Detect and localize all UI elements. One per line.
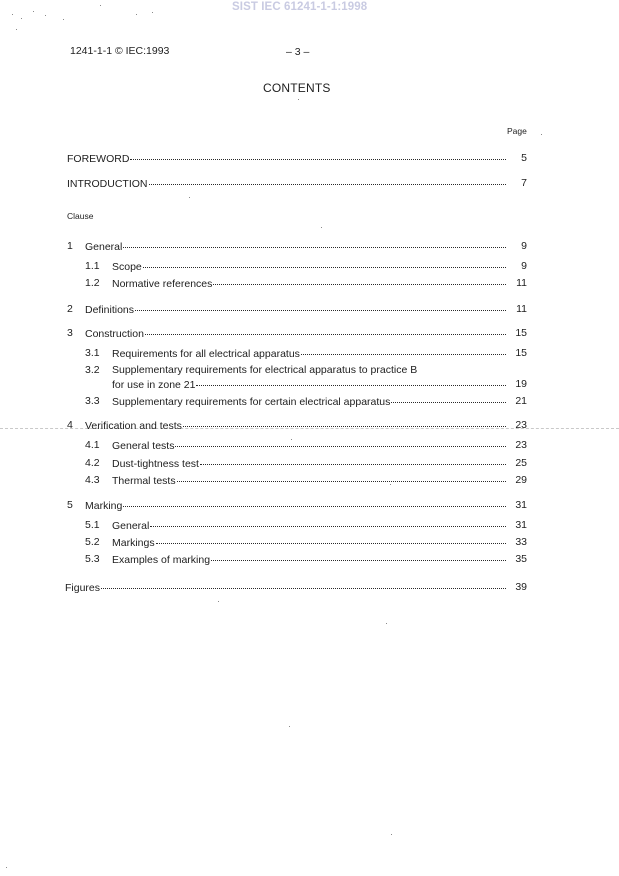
page-title: CONTENTS — [263, 81, 331, 95]
toc-entry-page: 11 — [516, 303, 527, 315]
toc-entry-number: 2 — [67, 303, 73, 315]
scan-speck — [6, 867, 7, 868]
toc-entry-number: 4.1 — [85, 439, 100, 451]
toc-entry-page: 9 — [521, 260, 527, 272]
dot-leader — [156, 534, 506, 544]
dot-leader — [123, 238, 506, 248]
scan-speck — [136, 14, 137, 15]
toc-entry-page: 11 — [516, 277, 527, 289]
toc-entry-text: Construction — [85, 328, 144, 340]
toc-entry-text: Thermal tests — [112, 475, 176, 487]
page-column-label: Page — [507, 126, 527, 136]
toc-entry-page: 29 — [515, 474, 527, 486]
header-document-id: 1241-1-1 © IEC:1993 — [70, 45, 170, 57]
dot-leader — [177, 472, 506, 482]
scan-speck — [386, 623, 387, 624]
dot-leader — [123, 497, 506, 507]
toc-entry-number: 5.2 — [85, 536, 100, 548]
toc-entry-text: FOREWORD — [67, 153, 130, 165]
scan-speck — [291, 439, 292, 440]
scan-speck — [218, 601, 219, 602]
toc-entry-text: Scope — [112, 261, 142, 273]
toc-entry-number: 1.2 — [85, 277, 100, 289]
dot-leader — [101, 579, 506, 589]
toc-entry-number: 3.3 — [85, 395, 100, 407]
scan-speck — [289, 726, 290, 727]
toc-entry-page: 15 — [515, 327, 527, 339]
toc-entry-number: 1.1 — [85, 260, 100, 272]
toc-entry-page: 7 — [521, 177, 527, 189]
dot-leader — [130, 150, 506, 160]
toc-entry-page: 15 — [515, 347, 527, 359]
dot-leader — [145, 325, 506, 335]
toc-entry-page: 5 — [521, 152, 527, 164]
scan-speck — [152, 12, 153, 13]
toc-entry-page: 33 — [515, 536, 527, 548]
toc-entry-text: Definitions — [85, 304, 135, 316]
toc-entry-text: General tests — [112, 440, 175, 452]
scan-speck — [100, 5, 101, 6]
dot-leader — [150, 517, 506, 527]
dot-leader — [211, 551, 506, 561]
scan-speck — [321, 227, 322, 228]
dot-leader — [301, 345, 506, 355]
dot-leader — [149, 175, 507, 185]
dot-leader — [183, 417, 506, 427]
toc-entry-number: 3 — [67, 327, 73, 339]
toc-entry-number: 3.2 — [85, 364, 100, 376]
clause-column-label: Clause — [67, 211, 94, 221]
scan-speck — [63, 19, 64, 20]
dot-leader — [200, 455, 506, 465]
toc-entry-text: Dust-tightness test — [112, 458, 199, 470]
toc-entry-text: Markings — [112, 537, 155, 549]
toc-entry-number: 3.1 — [85, 347, 100, 359]
scan-speck — [21, 18, 22, 19]
dot-leader — [391, 393, 506, 403]
scan-speck — [45, 15, 46, 16]
toc-entry-text: Supplementary requirements for electrical apparatus to practice B — [112, 364, 418, 376]
scan-speck — [189, 197, 190, 198]
toc-entry-page: 9 — [521, 240, 527, 252]
dot-leader — [213, 275, 506, 285]
scan-speck — [390, 484, 391, 485]
scan-speck — [298, 99, 299, 100]
toc-entry-page: 35 — [515, 553, 527, 565]
toc-entry-number: 4.3 — [85, 474, 100, 486]
toc-entry-text: INTRODUCTION — [67, 178, 148, 190]
dot-leader — [135, 301, 506, 311]
toc-entry-text: General — [112, 520, 150, 532]
toc-entry-text: Verification and tests — [85, 420, 182, 432]
toc-entry-text: Requirements for all electrical apparatus — [112, 348, 300, 360]
scan-speck — [391, 834, 392, 835]
toc-entry-number: 1 — [67, 240, 73, 252]
toc-entry-page: 31 — [515, 519, 527, 531]
toc-entry-page: 39 — [515, 581, 527, 593]
toc-entry-page: 23 — [515, 419, 527, 431]
toc-entry-text: Marking — [85, 500, 123, 512]
scan-speck — [12, 14, 13, 15]
toc-entry-text: Figures — [65, 582, 101, 594]
toc-entry-page: 31 — [515, 499, 527, 511]
toc-entry-number: 5 — [67, 499, 73, 511]
watermark-text: SIST IEC 61241-1-1:1998 — [232, 1, 368, 13]
dot-leader — [196, 376, 506, 386]
toc-entry-text: General — [85, 241, 123, 253]
toc-entry-page: 25 — [515, 457, 527, 469]
toc-entry-text: Normative references — [112, 278, 213, 290]
toc-entry-number: 5.3 — [85, 553, 100, 565]
dot-leader — [143, 258, 506, 268]
toc-entry-number: 4 — [67, 419, 73, 431]
header-page-number: – 3 – — [286, 46, 310, 58]
toc-entry-text: Supplementary requirements for certain electrical apparatus — [112, 396, 391, 408]
scan-speck — [16, 29, 17, 30]
toc-entry-number: 5.1 — [85, 519, 100, 531]
toc-entry-page: 23 — [515, 439, 527, 451]
toc-entry-number: 4.2 — [85, 457, 100, 469]
scan-speck — [33, 11, 34, 12]
toc-entry-text-continued: for use in zone 21 — [112, 379, 196, 391]
dot-leader — [175, 437, 506, 447]
scan-speck — [541, 134, 542, 135]
toc-entry-page: 21 — [515, 395, 527, 407]
toc-entry-text: Examples of marking — [112, 554, 211, 566]
toc-entry-page: 19 — [515, 378, 527, 390]
